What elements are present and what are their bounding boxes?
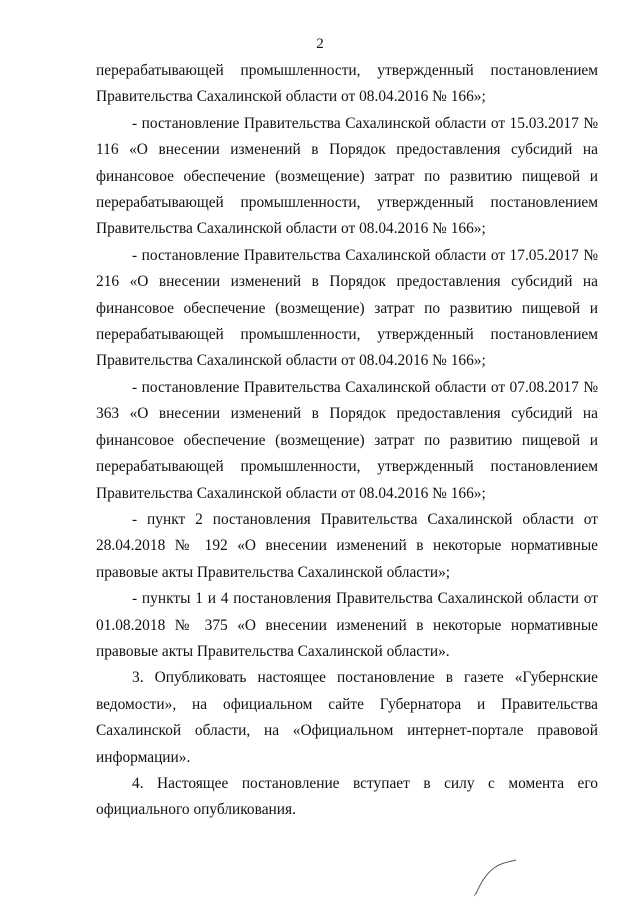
paragraph-item-4-effective: 4. Настоящее постановление вступает в силу с момента его официального опубликования. <box>96 774 598 819</box>
paragraph-list-item-3: - постановление Правительства Сахалинской области от 07.08.2017 № 363 «О внесении изменений в Порядок предоставления субсидий на финансовое обеспечение (возмещение) затрат по развитию пищевой и перерабатывающей промышленности, утвержденный постановлением Правительства Сахалинской области от 08.04.2016 № 166»; <box>96 378 598 502</box>
paragraph-list-item-4: - пункт 2 постановления Правительства Сахалинской области от 28.04.2018 № 192 «О внесении изменений в некоторые нормативные правовые акты Правительства Сахалинской области»; <box>96 510 598 581</box>
document-body <box>96 58 598 824</box>
paragraph-item-3-publish: 3. Опубликовать настоящее постановление в газете «Губернские ведомости», на официальном сайте Губернатора и Правительства Сахалинской области, на «Официальном интернет-портале правовой информации». <box>96 669 598 766</box>
paragraph-list-item-2: - постановление Правительства Сахалинской области от 17.05.2017 № 216 «О внесении изменений в Порядок предоставления субсидий на финансовое обеспечение (возмещение) затрат по развитию пищевой и перерабатывающей промышленности, утвержденный постановлением Правительства Сахалинской области от 08.04.2016 № 166»; <box>96 246 598 370</box>
paragraph-continuation: перерабатывающей промышленности, утвержденный постановлением Правительства Сахалинской области от 08.04.2016 № 166»; <box>96 62 598 106</box>
paragraph-list-item-1: - постановление Правительства Сахалинской области от 15.03.2017 № 116 «О внесении изменений в Порядок предоставления субсидий на финансовое обеспечение (возмещение) затрат по развитию пищевой и перерабатывающей промышленности, утвержденный постановлением Правительства Сахалинской области от 08.04.2016 № 166»; <box>96 114 598 238</box>
page-number: 2 <box>316 36 324 52</box>
paragraph-list-item-5: - пункты 1 и 4 постановления Правительства Сахалинской области от 01.08.2018 № 375 «О внесении изменений в некоторые нормативные правовые акты Правительства Сахалинской области». <box>96 590 598 660</box>
pen-mark-icon <box>470 858 520 898</box>
